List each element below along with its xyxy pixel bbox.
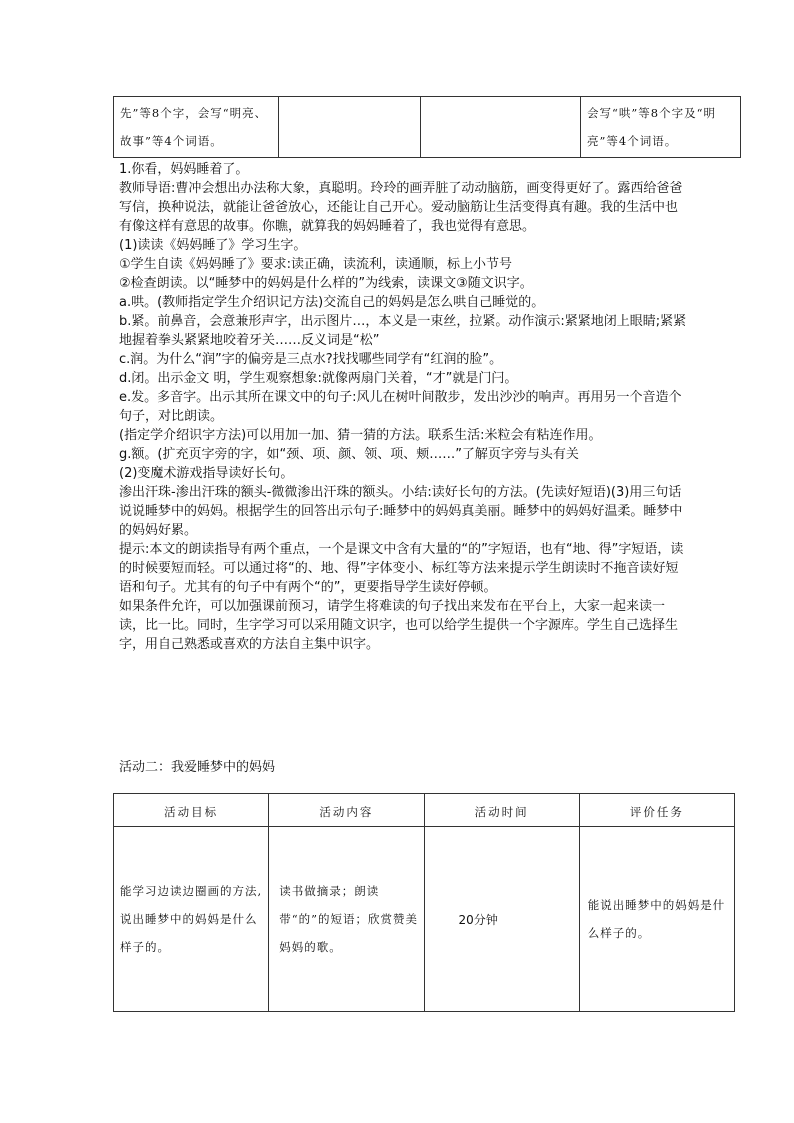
paragraph: (2)变魔术游戏指导读好长句。	[119, 466, 294, 481]
header-evaluation: 评价任务	[579, 794, 734, 827]
paragraph: ②检查朗读。以“睡梦中的妈妈是什么样的”为线索，读课文③随文识字。	[119, 276, 533, 291]
top-table-goal-text: 先”等8个字，会写“明亮、故事”等4个词语。	[120, 106, 268, 148]
table-header-row	[114, 794, 735, 827]
top-table-evaluation-text: 会写“哄”等8个字及“明亮”等4个词语。	[587, 106, 716, 148]
header-goal: 活动目标	[114, 794, 269, 827]
paragraph: 教师导语:曹冲会想出办法称大象，真聪明。玲玲的画弄脏了动动脑筋，画变得更好了。露西给爸爸写信，换种说法，就能让爸爸放心，还能让自己开心。爱动脑筋让生活变得真有趣。我的生活中也有像这样有意思的故事。你瞧，就算我的妈妈睡着了，我也觉得有意思。	[119, 181, 683, 234]
activity-heading: 活动二：我爱睡梦中的妈妈	[119, 760, 276, 775]
header-content: 活动内容	[269, 794, 424, 827]
paragraph: e.发。多音字。出示其所在课文中的句子:风儿在树叶间散步，发出沙沙的响声。再用另一个音造个句子，对比朗读。	[119, 390, 682, 424]
paragraph: 渗出汗珠-渗出汗珠的额头-微微渗出汗珠的额头。小结:读好长句的方法。(先读好短语)(3)用三句话说说睡梦中的妈妈。根据学生的回答出示句子:睡梦中的妈妈真美丽。睡梦中的妈妈好温柔。睡梦中的妈妈好累。	[119, 485, 683, 538]
header-time: 活动时间	[424, 794, 579, 827]
paragraph: 1.你看，妈妈睡着了。	[119, 162, 249, 177]
cell-content: 读书做摘录；朗读带“的”的短语；欣赏赞美妈妈的歌。	[269, 827, 424, 1012]
paragraph: c.润。为什么“润”字的偏旁是三点水?找找哪些同学有“红润的脸”。	[119, 352, 503, 367]
paragraph: ①学生自读《妈妈睡了》要求:读正确，读流利，读通顺，标上小节号	[119, 257, 513, 272]
top-table	[113, 96, 741, 158]
activity-table	[113, 793, 735, 1012]
cell-evaluation: 能说出睡梦中的妈妈是什么样子的。	[579, 827, 734, 1012]
paragraph: b.紧。前鼻音，会意兼形声字，出示图片…，本义是一束丝，拉紧。动作演示:紧紧地闭上眼睛;紧紧地握着拳头紧紧地咬着牙关……反义词是“松”	[119, 314, 687, 348]
paragraph: d.闭。出示金文 明，学生观察想象:就像两扇门关着，“才”就是门闩。	[119, 371, 518, 386]
table-row	[114, 827, 735, 1012]
paragraph: (1)读读《妈妈睡了》学习生字。	[119, 238, 307, 253]
top-table-cell-evaluation	[581, 97, 741, 158]
paragraph: g.额。(扩充页字旁的字，如“颈、项、颜、领、项、颊……”了解页字旁与头有关	[119, 447, 579, 462]
paragraph: 提示:本文的朗读指导有两个重点，一个是课文中含有大量的“的”字短语，也有“地、得”字短语，读的时候要短而轻。可以通过将“的、地、得”字体变小、标红等方法来提示学生朗读时不拖音读好短语和句子。尤其有的句子中有两个“的”，更要指导学生读好停顿。	[119, 542, 684, 595]
paragraph: a.哄。(教师指定学生介绍识记方法)交流自己的妈妈是怎么哄自己睡觉的。	[119, 295, 545, 310]
paragraph: 如果条件允许，可以加强课前预习，请学生将难读的句子找出来发布在平台上，大家一起来读一读，比一比。同时，生字学习可以采用随文识字，也可以给学生提供一个字源库。学生自己选择生字，用自己熟悉或喜欢的方法自主集中识字。	[119, 599, 679, 652]
paragraph: (指定学介绍识字方法)可以用加一加、猜一猜的方法。联系生活:米粒会有粘连作用。	[119, 428, 602, 443]
lesson-body-text	[119, 160, 689, 654]
cell-goal: 能学习边读边圈画的方法,说出睡梦中的妈妈是什么样子的。	[114, 827, 269, 1012]
cell-time: 20分钟	[424, 827, 579, 1012]
top-table-cell-goal	[114, 97, 279, 158]
top-table-cell-content	[279, 97, 421, 158]
top-table-cell-time	[421, 97, 581, 158]
